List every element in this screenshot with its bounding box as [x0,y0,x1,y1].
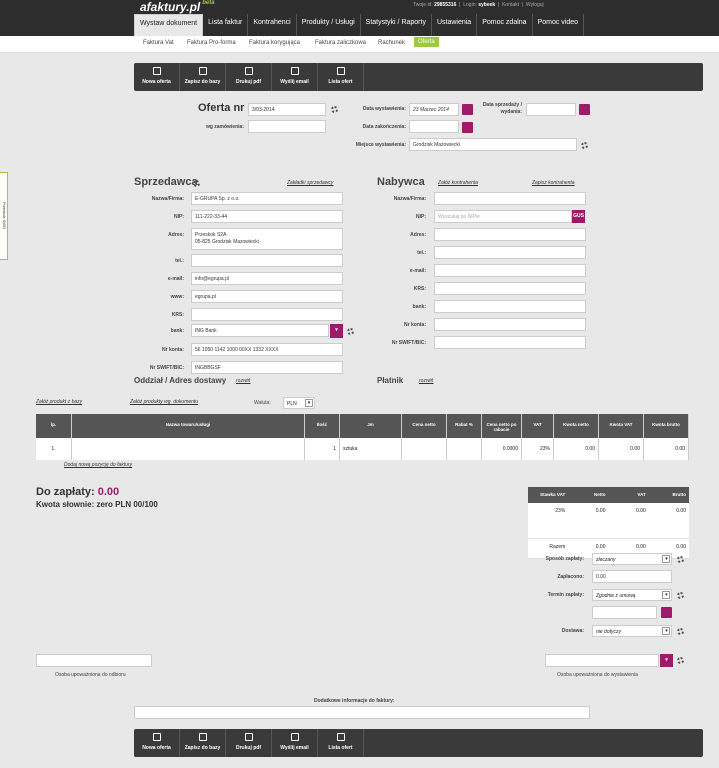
vat-cell: Razem [549,544,566,550]
chevron-down-icon: ▾ [662,591,670,599]
seller-field-label: Nr SWIFT/BIC: [149,365,184,371]
buyer-field-label: Nr konta: [404,322,426,328]
seller-field-label: Nazwa/Firma: [151,196,184,202]
term-select[interactable]: Zgodnie z umową ▾ [592,589,672,601]
buyer-field-label: KRS: [413,286,426,292]
cell-lp: 1. [36,438,72,460]
main-nav [134,14,584,36]
print-pdf-button[interactable]: Drukuj pdf [226,63,272,91]
toolbar-top [134,63,703,91]
add-by-doc-link[interactable]: Załóż produkty wg. dokumentu [130,399,199,405]
vat-cell: 0.00 [636,544,646,550]
contact-link[interactable]: Kontakt [502,2,520,8]
delivery-label: Dostawa: [561,628,584,634]
top-bar [0,0,719,36]
col-header: lp. [36,414,72,438]
buyer-title: Nabywca [377,176,425,188]
doc-number-input[interactable]: 3/03-2014 [248,103,326,116]
buyer-field-input[interactable] [434,192,586,205]
seller-field-label: Adres: [168,232,184,238]
vat-col-header: VAT [637,492,646,497]
seller-field-label: tel.: [175,258,184,264]
seller-field-input[interactable]: E-GRUPA Sp. z o.o. [191,192,343,205]
calendar-icon[interactable] [661,607,672,618]
new-offer-button[interactable]: Nowa oferta [134,63,180,91]
vat-cell: 0.00 [595,544,606,550]
tab-zaliczkowa[interactable]: Faktura zaliczkowa [315,40,367,46]
order-label: wg zamówienia: [205,124,244,130]
gear-icon[interactable] [677,592,684,599]
offer-list-button[interactable]: Lista ofert [318,729,364,757]
gear-icon[interactable] [331,106,338,113]
branch-expand-link[interactable]: rozwiń [236,378,251,384]
buyer-field-label: e-mail: [409,268,426,274]
load-buyer-link[interactable]: Załóż kontrahenta [438,180,479,186]
seller-field-input[interactable]: egrupa.pl [191,290,343,303]
seller-field-input[interactable]: 56 1050 1142 1000 00XX 1332 XXXX [191,343,343,356]
col-header: Nazwa towaru/usługi [72,414,305,438]
bank-dropdown-button[interactable]: ▾ [330,324,343,338]
receiver-label: Osoba upoważniona do odbioru [55,672,126,678]
seller-field-input[interactable]: 111-222-33-44 [191,210,343,223]
amount-in-words: Kwota słownie: zero PLN 00/100 [36,500,158,509]
currency-select[interactable]: PLN ▾ [283,397,315,409]
gear-icon[interactable] [347,328,354,335]
vat-cell: 23% [555,508,566,514]
nav-lista-faktur[interactable]: Lista faktur [203,14,248,36]
cell-discount[interactable] [447,438,482,460]
buyer-field-input[interactable] [434,264,586,277]
end-date-input[interactable] [409,120,459,133]
receiver-input[interactable] [36,654,152,667]
cell-amount_vat[interactable]: 0.00 [599,438,644,460]
buyer-field-input[interactable] [434,336,586,349]
cell-net[interactable] [402,438,447,460]
col-header: Cena netto po rabacie [482,414,522,438]
chevron-down-icon: ▾ [305,399,313,407]
gear-icon[interactable] [677,657,684,664]
gear-icon[interactable] [677,556,684,563]
buyer-field-label: NIP: [416,214,426,220]
sale-date-input[interactable] [526,103,576,116]
vat-col-header: Netto [594,492,606,497]
col-header: Cena netto [402,414,447,438]
buyer-field-input[interactable] [434,318,586,331]
nav-statystyki[interactable]: Statystyki / Raporty [361,14,432,36]
chevron-down-icon: ▾ [662,555,670,563]
add-row-link[interactable]: Dodaj nową pozycję do faktury [64,462,133,468]
logo[interactable]: afaktury.pl $^{beta}$ [140,0,215,14]
cell-amount_gross[interactable]: 0.00 [644,438,689,460]
list-icon [337,733,345,741]
new-offer-button[interactable]: Nowa oferta [134,729,180,757]
mail-icon [291,733,299,741]
cell-unit[interactable]: sztuka [340,438,402,460]
logout-link[interactable]: Wyloguj [525,2,544,8]
add-product-link[interactable]: Załóż produkt z bazy [36,399,83,405]
vat-summary-header [528,487,689,503]
seller-field-input[interactable] [191,254,343,267]
cell-amount_net[interactable]: 0.00 [554,438,599,460]
new-doc-icon [153,67,161,75]
issuer-label: Osoba upoważniona do wystawienia [557,672,638,678]
issue-date-input[interactable]: 23 Marzec 2014 [409,103,459,116]
seller-field-input[interactable] [191,308,343,321]
sub-nav [0,36,719,53]
user-bar: Twoje id: 29855316 | Login: sybeek | Kontakt | Wyloguj [413,2,544,8]
offer-list-button[interactable]: Lista ofert [318,63,364,91]
buyer-field-input[interactable] [434,246,586,259]
buyer-field-label: tel.: [417,250,426,256]
buyer-field-label: Nazwa/Firma: [393,196,426,202]
send-email-button[interactable]: Wyślij email [272,729,318,757]
save-button[interactable]: Zapisz do bazy [180,63,226,91]
seller-field-input[interactable]: ING Bank [191,324,329,337]
vat-cell: 0.00 [595,508,606,514]
term-date-input[interactable] [592,606,657,619]
branch-title: Oddział / Adres dostawy [134,376,227,385]
tab-pro-forma[interactable]: Faktura Pro-forma [187,40,236,46]
toolbar-bottom [134,729,703,757]
col-header: Rabat % [447,414,482,438]
place-input[interactable]: Grodzisk Mazowiecki [409,138,577,151]
buyer-field-input[interactable] [434,300,586,313]
currency-label: Waluta: [254,400,271,406]
nav-wystaw-dokument[interactable]: Wystaw dokument [134,14,203,36]
vat-summary-row [528,503,689,539]
items-header [36,414,689,438]
seller-field-label: Nr konta: [162,347,184,353]
chevron-down-icon: ▾ [662,627,670,635]
buyer-field-input[interactable] [434,228,586,241]
to-pay: Do zapłaty: 0.00 [36,486,120,498]
calendar-icon[interactable] [462,104,473,115]
payment-method-select[interactable]: zleczany ▾ [592,553,672,565]
cell-vat[interactable]: 23% [522,438,554,460]
seller-defaults-link[interactable]: Zakładki sprzedawcy [287,180,334,186]
print-icon [245,733,253,741]
col-header: VAT [522,414,554,438]
save-button[interactable]: Zapisz do bazy [180,729,226,757]
tab-oferta[interactable]: Oferta [414,37,439,47]
cell-name[interactable] [72,438,305,460]
nav-pomoc-video[interactable]: Pomoc video [533,14,584,36]
delivery-select[interactable]: nie dotyczy ▾ [592,625,672,637]
buyer-field-input[interactable] [434,282,586,295]
issuer-input[interactable] [545,654,659,667]
tab-korygujaca[interactable]: Faktura korygująca [249,40,301,46]
cell-qty[interactable]: 1 [305,438,340,460]
col-header: Kwota netto [554,414,599,438]
payer-expand-link[interactable]: rozwiń [419,378,434,384]
payer-title: Płatnik [377,376,404,385]
print-icon [245,67,253,75]
seller-field-input[interactable]: info@egrupa.pl [191,272,343,285]
extra-info-label: Dodatkowe informacje do faktury: [314,698,395,704]
send-email-button[interactable]: Wyślij email [272,63,318,91]
paid-label: Zapłacono: [557,574,584,580]
cell-net_after[interactable]: 0.0000 [482,438,522,460]
buyer-field-label: bank: [412,304,426,310]
gear-icon[interactable] [581,142,588,149]
save-icon [199,67,207,75]
tab-rachunek[interactable]: Rachunek [378,40,406,46]
paid-input[interactable]: 0.00 [592,570,672,583]
col-header: Kwota VAT [599,414,644,438]
seller-field-label: www: [170,294,184,300]
buyer-field-label: Adres: [410,232,426,238]
save-buyer-link[interactable]: Zapisz kontrahenta [532,180,575,186]
col-header: Jm [340,414,402,438]
gus-button[interactable]: GUS [572,210,585,223]
vat-col-header: Stawka VAT [540,492,566,497]
buyer-field-input[interactable]: Wyszukaj po NIPie [434,210,572,223]
issue-date-label: Data wystawienia: [362,106,406,112]
payment-method-label: Sposób zapłaty: [545,556,584,562]
new-doc-icon [153,733,161,741]
gear-icon[interactable] [677,628,684,635]
vat-cell: 0.00 [636,508,646,514]
vat-col-header: Brutto [672,492,686,497]
seller-field-label: NIP: [174,214,184,220]
seller-field-label: bank: [170,328,184,334]
doc-title: Oferta nr [198,102,245,114]
seller-field-label: KRS: [171,312,184,318]
order-input[interactable] [248,120,326,133]
vat-cell: 0.00 [676,508,686,514]
save-icon [199,733,207,741]
calendar-icon[interactable] [462,122,473,133]
list-icon [337,67,345,75]
col-header: Ilość [305,414,340,438]
print-pdf-button[interactable]: Drukuj pdf [226,729,272,757]
sale-date-label: Data sprzedaży / wydania: [482,102,522,115]
vat-cell: 0.00 [676,544,686,550]
seller-field-label: e-mail: [167,276,184,282]
term-label: Termin zapłaty: [547,592,584,598]
vat-summary-table [528,487,689,559]
mail-icon [291,67,299,75]
seller-title: Sprzedawca [134,176,198,188]
table-row [36,438,689,460]
nav-kontrahenci[interactable]: Kontrahenci [248,14,296,36]
col-header: Kwota brutto [644,414,689,438]
buyer-field-label: Nr SWIFT/BIC: [391,340,426,346]
nav-pomoc-zdalna[interactable]: Pomoc zdalna [477,14,532,36]
tab-faktura-vat[interactable]: Faktura Vat [143,40,174,46]
items-table [36,414,689,460]
gear-icon[interactable] [193,180,200,187]
side-tab[interactable]: Przeskok SWG [0,172,8,260]
seller-field-input[interactable]: Przeskok S2A 05-825 Grodzisk Mazowiecki [191,228,343,250]
issuer-dropdown-button[interactable]: ▾ [660,654,673,667]
nav-produkty[interactable]: Produkty / Usługi [297,14,361,36]
end-date-label: Data zakończenia: [362,124,406,130]
calendar-icon[interactable] [579,104,590,115]
seller-field-input[interactable]: INGBBGSF [191,361,343,374]
place-label: Miejsce wystawienia: [355,142,406,148]
nav-ustawienia[interactable]: Ustawienia [432,14,477,36]
extra-info-input[interactable] [134,706,590,719]
